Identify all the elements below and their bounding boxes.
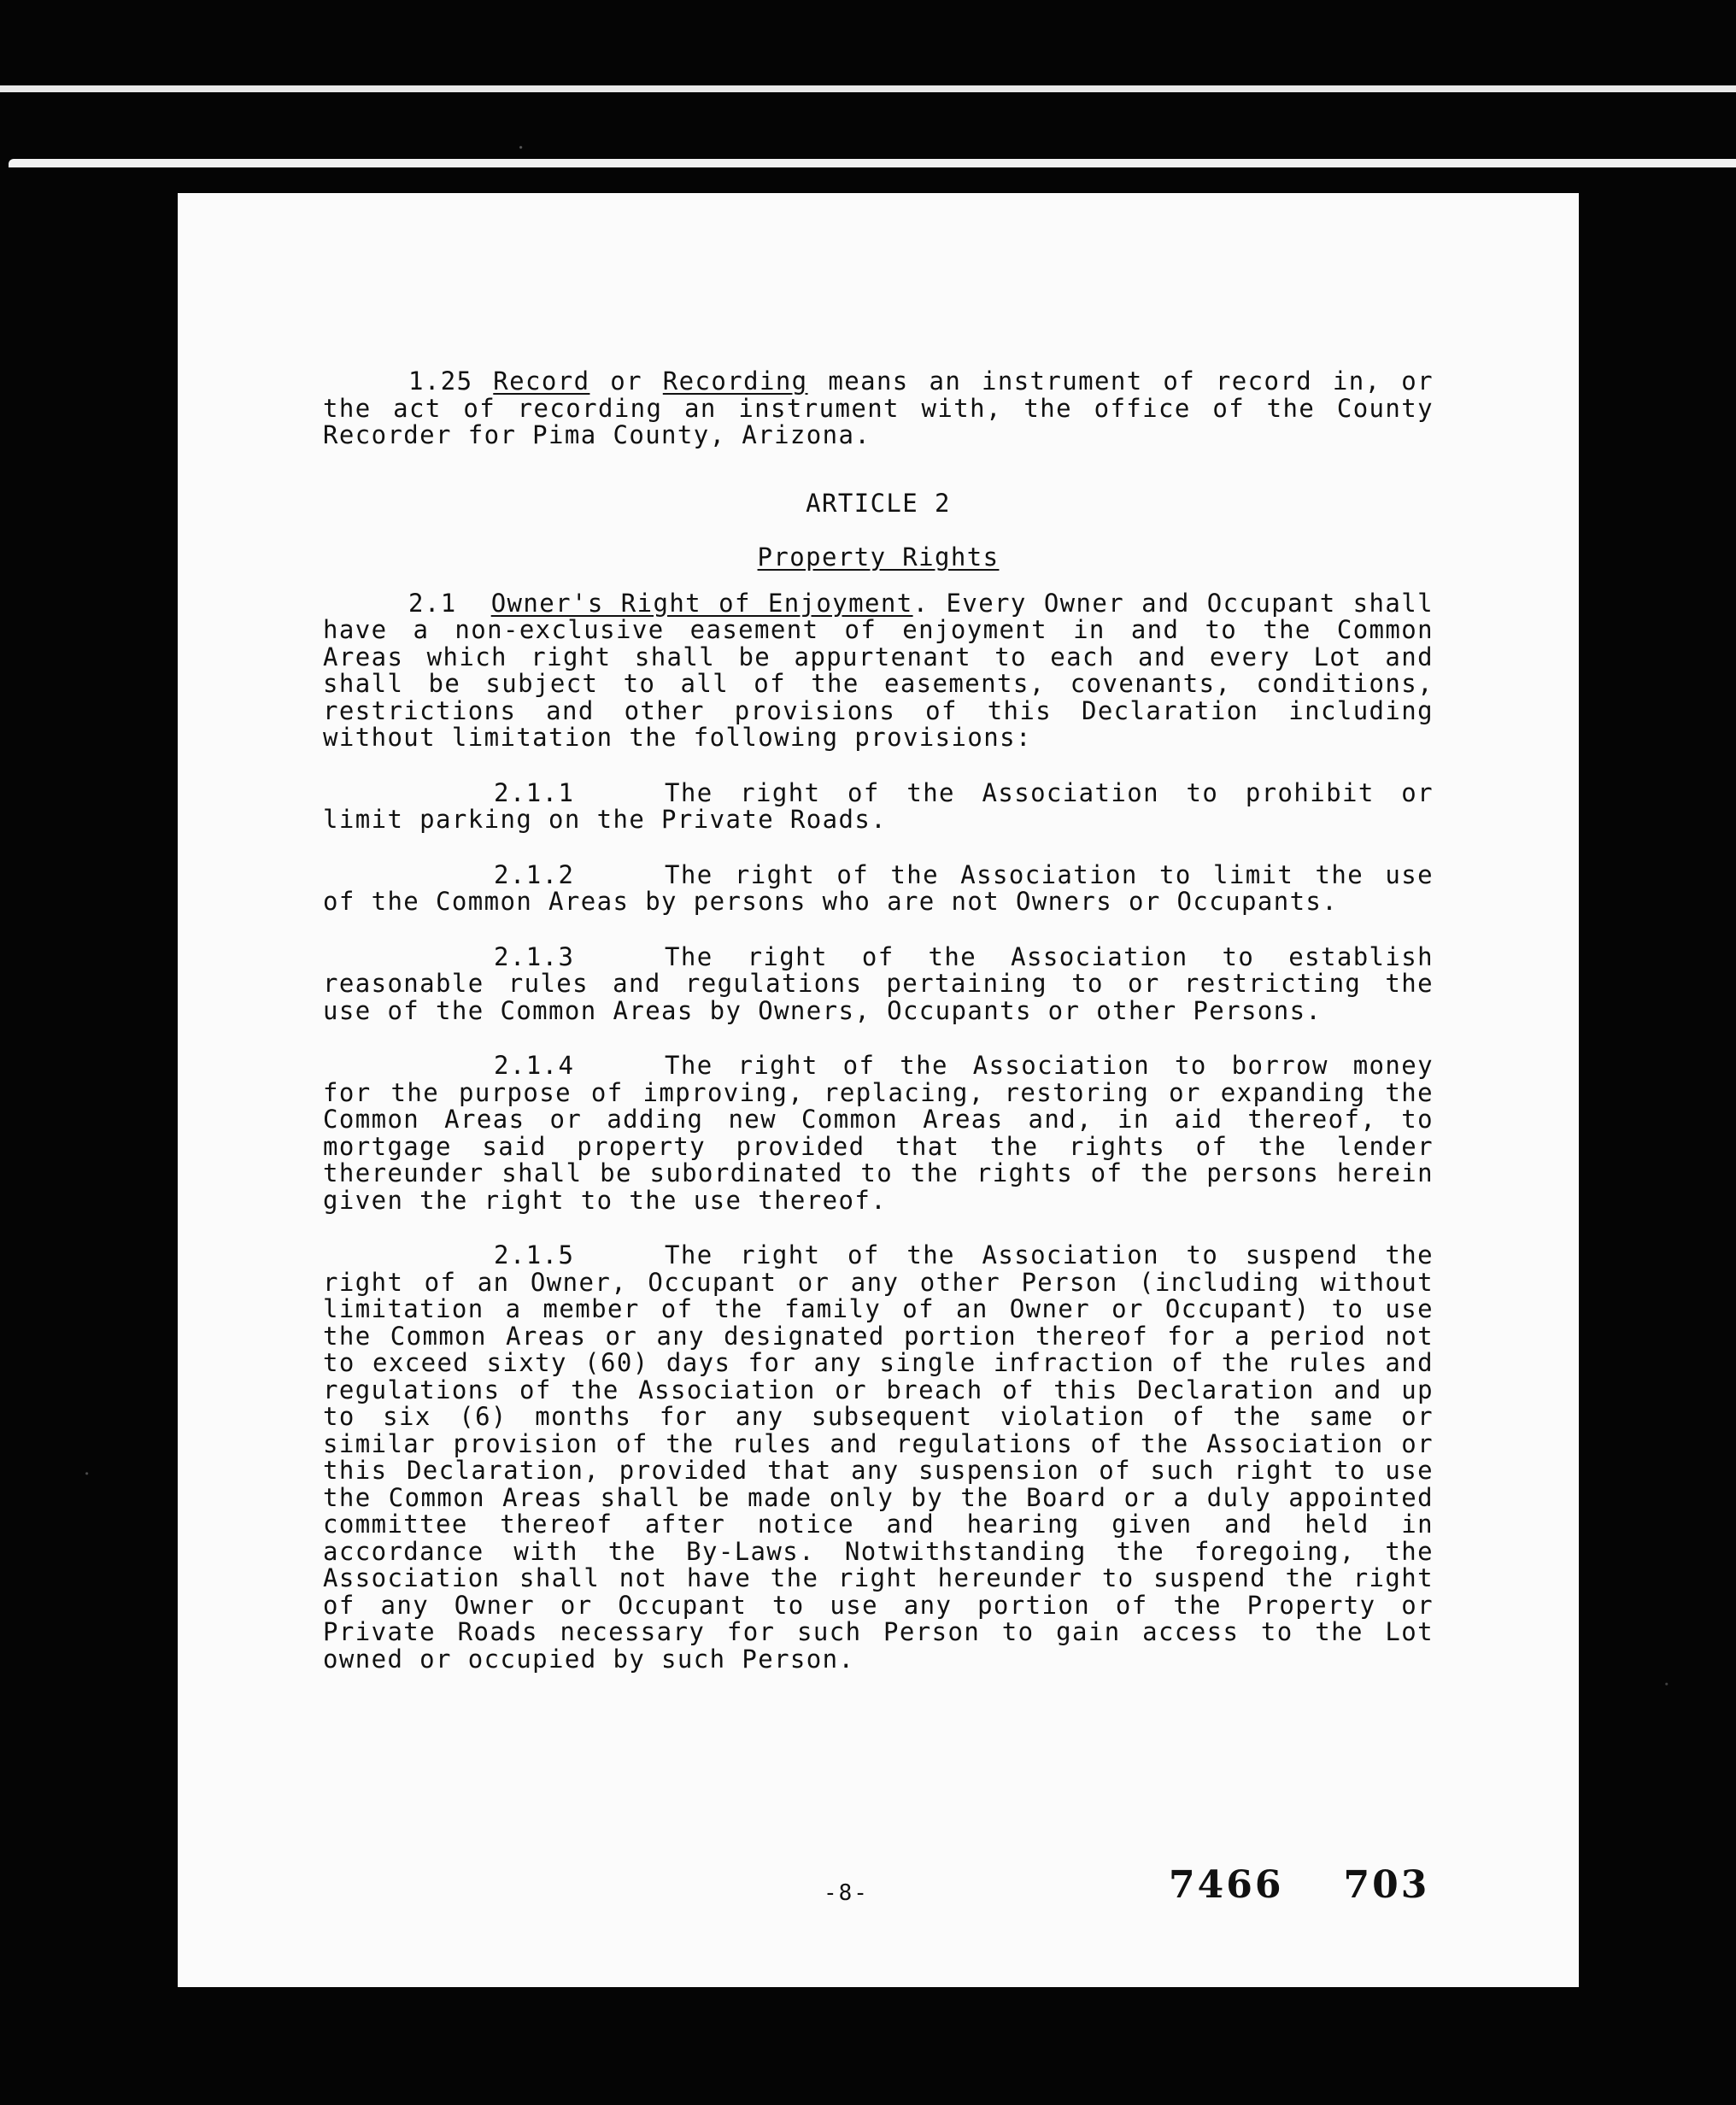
page-reference: 703 [1343,1863,1430,1907]
book-number: 7466 [1169,1863,1284,1907]
subsection-text: The right of the Association to limit the use of the Common Areas by persons who are not Owners or Occupants. [323,859,1434,916]
defined-term: Recording [662,366,808,396]
subsection-2-1-5 [323,1242,1434,1673]
subsection-number: 2.1.5 [494,1240,575,1269]
subsection-2-1-2 [323,859,1434,916]
article-title [323,544,1434,572]
subsection-2-1-4 [323,1052,1434,1214]
document-page [178,193,1579,1987]
section-title: Owner's Right of Enjoyment [490,588,913,618]
section-text: means an instrument of record in, or the act of recording an instrument with, the office of the County Recorder for Pima County, Arizona. [323,366,1434,449]
article-title-text: Property Rights [757,542,1000,572]
section-1-25 [323,368,1434,449]
subsection-2-1-1 [323,777,1434,834]
conjunction: or [610,366,642,396]
subsection-text: The right of the Association to suspend the right of an Owner, Occupant or any other Person (including without limitation a member of the family of an Owner or Occupant) to use the Common Areas or any designated portion thereof for a period not to exceed sixty (60) days for any single infraction of the rules and regulations of the Association or breach of this Declaration and up to six (6) months for any subsequent violation of the same or similar provision of the rules and regulations of the Association or this Declaration, provided that any suspension of such right to use the Common Areas shall be made only by the Board or a duly appointed committee thereof after notice and hearing given and held in accordance with the By-Laws. Notwithstanding the foregoing, the Association shall not have the right hereunder to suspend the right of any Owner or Occupant to use any portion of the Property or Private Roads necessary for such Person to gain access to the Lot owned or occupied by such Person. [323,1240,1434,1674]
subsection-number: 2.1.1 [494,777,575,807]
subsection-number: 2.1.4 [494,1051,575,1080]
scanner-edge-strip [9,159,1736,167]
section-text: . Every Owner and Occupant shall have a non-exclusive easement of enjoyment in and to the Common Areas which right shall be appurtenant to each and every Lot and shall be subject to all of the easements, covenants, conditions, restrictions and other provisions of this Declaration including without limitation the following provisions: [323,588,1434,752]
subsection-text: The right of the Association to establish reasonable rules and regulations pertaining to or restricting the use of the Common Areas by Owners, Occupants or other Persons. [323,941,1434,1025]
section-2-1 [323,590,1434,752]
subsection-number: 2.1.3 [494,941,575,971]
defined-term: Record [493,366,590,396]
subsection-text: The right of the Association to prohibit or limit parking on the Private Roads. [323,777,1434,834]
scanner-edge-strip [0,85,1736,92]
subsection-text: The right of the Association to borrow money for the purpose of improving, replacing, restoring or expanding the Common Areas or adding new Common Areas and, in aid thereof, to mortgage said property provided that the rights of the lender thereunder shall be subordinated to the rights of the persons herein given the right to the use thereof. [323,1051,1434,1215]
subsection-2-1-3 [323,941,1434,1025]
document-body [323,368,1434,1673]
section-number: 2.1 [408,588,457,618]
section-number: 1.25 [408,366,473,396]
page-number: -8- [824,1880,869,1906]
recording-stamp [1169,1863,1429,1907]
article-heading: ARTICLE 2 [806,488,951,518]
subsection-number: 2.1.2 [494,859,575,889]
